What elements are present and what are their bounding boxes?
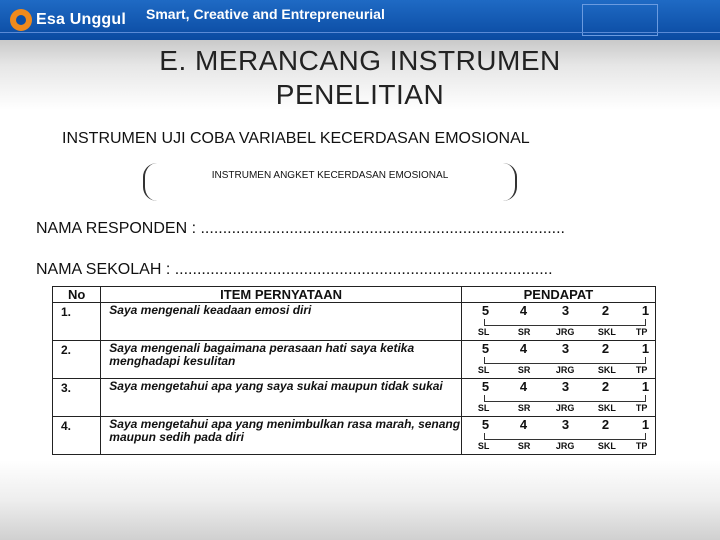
table-header-row: [53, 287, 656, 303]
scale-label: SKL: [597, 327, 616, 337]
scale-number[interactable]: 3: [561, 379, 570, 394]
scale-number[interactable]: 1: [641, 341, 650, 356]
scale-number[interactable]: 3: [561, 417, 570, 432]
scale-label: SR: [517, 327, 531, 337]
scale-label: SKL: [597, 403, 616, 413]
scale-number[interactable]: 2: [601, 379, 610, 394]
scale-label: TP: [635, 441, 648, 451]
scale-number[interactable]: 4: [519, 303, 528, 318]
scale-wrapper: [462, 303, 658, 339]
scale-number[interactable]: 5: [481, 341, 490, 356]
scale-number[interactable]: 2: [601, 341, 610, 356]
row-scale: [461, 341, 655, 379]
header-tagline: Smart, Creative and Entrepreneurial: [146, 6, 385, 22]
scale-bracket: [484, 357, 646, 364]
angket-title: INSTRUMEN ANGKET KECERDASAN EMOSIONAL: [211, 170, 449, 181]
logo-emblem-icon: [10, 9, 32, 31]
scale-label: SL: [477, 365, 490, 375]
scale-label: TP: [635, 365, 648, 375]
row-scale: [461, 379, 655, 417]
questionnaire-table: [52, 286, 656, 455]
header-item: ITEM PERNYATAAN: [101, 287, 462, 303]
scale-number[interactable]: 3: [561, 341, 570, 356]
scale-wrapper: [462, 341, 658, 377]
slide-title-line-2: PENELITIAN: [275, 79, 445, 110]
scale-wrapper: [462, 417, 658, 453]
scale-label: SR: [517, 365, 531, 375]
scale-number[interactable]: 5: [481, 303, 490, 318]
scale-wrapper: [462, 379, 658, 415]
scale-label: JRG: [555, 441, 575, 451]
table-row: [53, 303, 656, 341]
header-no: No: [53, 287, 101, 303]
scale-number[interactable]: 1: [641, 303, 650, 318]
row-scale: [461, 303, 655, 341]
row-number: 1.: [53, 303, 101, 341]
row-statement: Saya mengetahui apa yang saya sukai maupun tidak sukai: [101, 379, 462, 417]
row-statement: Saya mengenali bagaimana perasaan hati saya ketika menghadapi kesulitan: [101, 341, 462, 379]
table-row: [53, 341, 656, 379]
scale-bracket: [484, 433, 646, 440]
scale-label: SL: [477, 327, 490, 337]
scale-label: SR: [517, 441, 531, 451]
header-bar: [0, 0, 720, 40]
logo-text: Esa Unggul: [36, 11, 127, 28]
scale-label: SL: [477, 403, 490, 413]
row-statement: Saya mengetahui apa yang menimbulkan rasa marah, senang maupun sedih pada diri: [101, 417, 462, 455]
scale-label: SR: [517, 403, 531, 413]
slide-title-line-1: E. MERANCANG INSTRUMEN: [159, 45, 561, 76]
scale-label: TP: [635, 403, 648, 413]
scale-number[interactable]: 4: [519, 417, 528, 432]
row-number: 3.: [53, 379, 101, 417]
row-scale: [461, 417, 655, 455]
table-row: [53, 379, 656, 417]
responden-name-line: NAMA RESPONDEN : ..................................................................................: [36, 220, 565, 237]
scale-label: SKL: [597, 365, 616, 375]
scale-number[interactable]: 1: [641, 417, 650, 432]
scale-number[interactable]: 4: [519, 341, 528, 356]
scale-label: SKL: [597, 441, 616, 451]
slide-title: [60, 44, 660, 112]
scale-number[interactable]: 4: [519, 379, 528, 394]
scale-bracket: [484, 395, 646, 402]
scale-number[interactable]: 1: [641, 379, 650, 394]
row-statement: Saya mengenali keadaan emosi diri: [101, 303, 462, 341]
scale-label: JRG: [555, 403, 575, 413]
scale-number[interactable]: 3: [561, 303, 570, 318]
scale-bracket: [484, 319, 646, 326]
scale-number[interactable]: 2: [601, 303, 610, 318]
scale-label: JRG: [555, 365, 575, 375]
scale-number[interactable]: 5: [481, 417, 490, 432]
scale-label: JRG: [555, 327, 575, 337]
scale-label: TP: [635, 327, 648, 337]
scale-number[interactable]: 5: [481, 379, 490, 394]
row-number: 4.: [53, 417, 101, 455]
row-number: 2.: [53, 341, 101, 379]
table-row: [53, 417, 656, 455]
university-logo: [10, 6, 126, 34]
slide-subtitle: INSTRUMEN UJI COBA VARIABEL KECERDASAN EMOSIONAL: [62, 130, 530, 147]
scale-label: SL: [477, 441, 490, 451]
angket-title-box: [143, 163, 517, 201]
scale-number[interactable]: 2: [601, 417, 610, 432]
school-name-line: NAMA SEKOLAH : .....................................................................................: [36, 261, 553, 278]
header-pendapat: PENDAPAT: [461, 287, 655, 303]
